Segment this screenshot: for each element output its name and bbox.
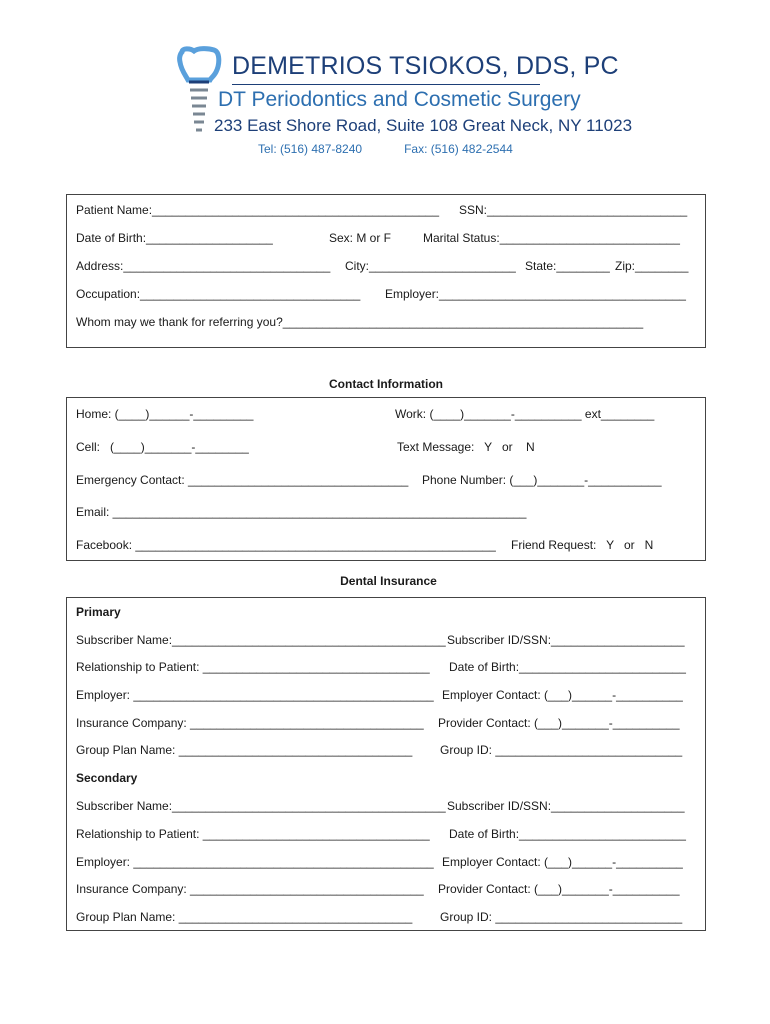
practice-name: DT Periodontics and Cosmetic Surgery [218,88,581,111]
secondary-subscriber-id-field[interactable]: Subscriber ID/SSN:____________________ [447,799,685,813]
emergency-contact-field[interactable]: Emergency Contact: _________________________________ [76,473,409,487]
ssn-field[interactable]: SSN:______________________________ [459,203,688,217]
facebook-field[interactable]: Facebook: ______________________________________________________ [76,538,496,552]
home-phone-field[interactable]: Home: (____)______-_________ [76,407,254,421]
referral-field[interactable]: Whom may we thank for referring you?______________________________________________________ [76,315,644,329]
secondary-relationship-field[interactable]: Relationship to Patient: __________________________________ [76,827,430,841]
state-field[interactable]: State:________ [525,259,610,273]
primary-subscriber-name-field[interactable]: Subscriber Name:_________________________________________ [76,633,446,647]
patient-name-field[interactable]: Patient Name:___________________________________________ [76,203,440,217]
primary-group-id-field[interactable]: Group ID: ____________________________ [440,743,683,757]
secondary-subscriber-name-field[interactable]: Subscriber Name:_________________________________________ [76,799,446,813]
text-message-option[interactable]: Text Message: Y or N [397,440,535,454]
primary-heading: Primary [76,605,121,619]
primary-relationship-field[interactable]: Relationship to Patient: __________________________________ [76,660,430,674]
primary-subscriber-id-field[interactable]: Subscriber ID/SSN:____________________ [447,633,685,647]
secondary-group-plan-field[interactable]: Group Plan Name: ___________________________________ [76,910,413,924]
secondary-provider-contact-field[interactable]: Provider Contact: (___)_______-__________ [438,882,680,896]
primary-dob-field[interactable]: Date of Birth:_________________________ [449,660,686,674]
date-of-birth-field[interactable]: Date of Birth:___________________ [76,231,273,245]
contact-information-title: Contact Information [329,377,443,391]
practice-phones [258,142,555,156]
practice-address: 233 East Shore Road, Suite 108 Great Neck, NY 11023 [214,116,633,135]
practice-tel: Tel: (516) 487-8240 [258,142,363,156]
dental-insurance-title: Dental Insurance [340,574,437,588]
primary-provider-contact-field[interactable]: Provider Contact: (___)_______-__________ [438,716,680,730]
letterhead-divider [232,84,540,85]
marital-status-field[interactable]: Marital Status:___________________________ [423,231,680,245]
emergency-phone-field[interactable]: Phone Number: (___)_______-___________ [422,473,662,487]
work-phone-field[interactable]: Work: (____)_______-__________ ext________ [395,407,655,421]
secondary-employer-field[interactable]: Employer: _____________________________________________ [76,855,434,869]
secondary-employer-contact-field[interactable]: Employer Contact: (___)______-__________ [442,855,683,869]
cell-phone-field[interactable]: Cell: (____)_______-________ [76,440,249,454]
secondary-dob-field[interactable]: Date of Birth:_________________________ [449,827,686,841]
practice-owner-name: DEMETRIOS TSIOKOS, DDS, PC [232,52,619,80]
secondary-insurance-company-field[interactable]: Insurance Company: ___________________________________ [76,882,424,896]
address-field[interactable]: Address:_______________________________ [76,259,331,273]
practice-fax: Fax: (516) 482-2544 [404,142,513,156]
dental-insurance-section [66,597,706,931]
patient-info-section [66,194,706,348]
secondary-group-id-field[interactable]: Group ID: ____________________________ [440,910,683,924]
occupation-field[interactable]: Occupation:_________________________________ [76,287,361,301]
secondary-heading: Secondary [76,771,138,785]
employer-field[interactable]: Employer:_____________________________________ [385,287,686,301]
sex-field[interactable]: Sex: M or F [329,231,392,245]
contact-information-section [66,397,706,561]
primary-employer-contact-field[interactable]: Employer Contact: (___)______-__________ [442,688,683,702]
primary-group-plan-field[interactable]: Group Plan Name: ___________________________________ [76,743,413,757]
email-field[interactable]: Email: ______________________________________________________________ [76,505,527,519]
primary-insurance-company-field[interactable]: Insurance Company: ___________________________________ [76,716,424,730]
zip-field[interactable]: Zip:________ [615,259,689,273]
city-field[interactable]: City:______________________ [345,259,516,273]
friend-request-option[interactable]: Friend Request: Y or N [511,538,654,552]
primary-employer-field[interactable]: Employer: _____________________________________________ [76,688,434,702]
letterhead [0,0,770,180]
